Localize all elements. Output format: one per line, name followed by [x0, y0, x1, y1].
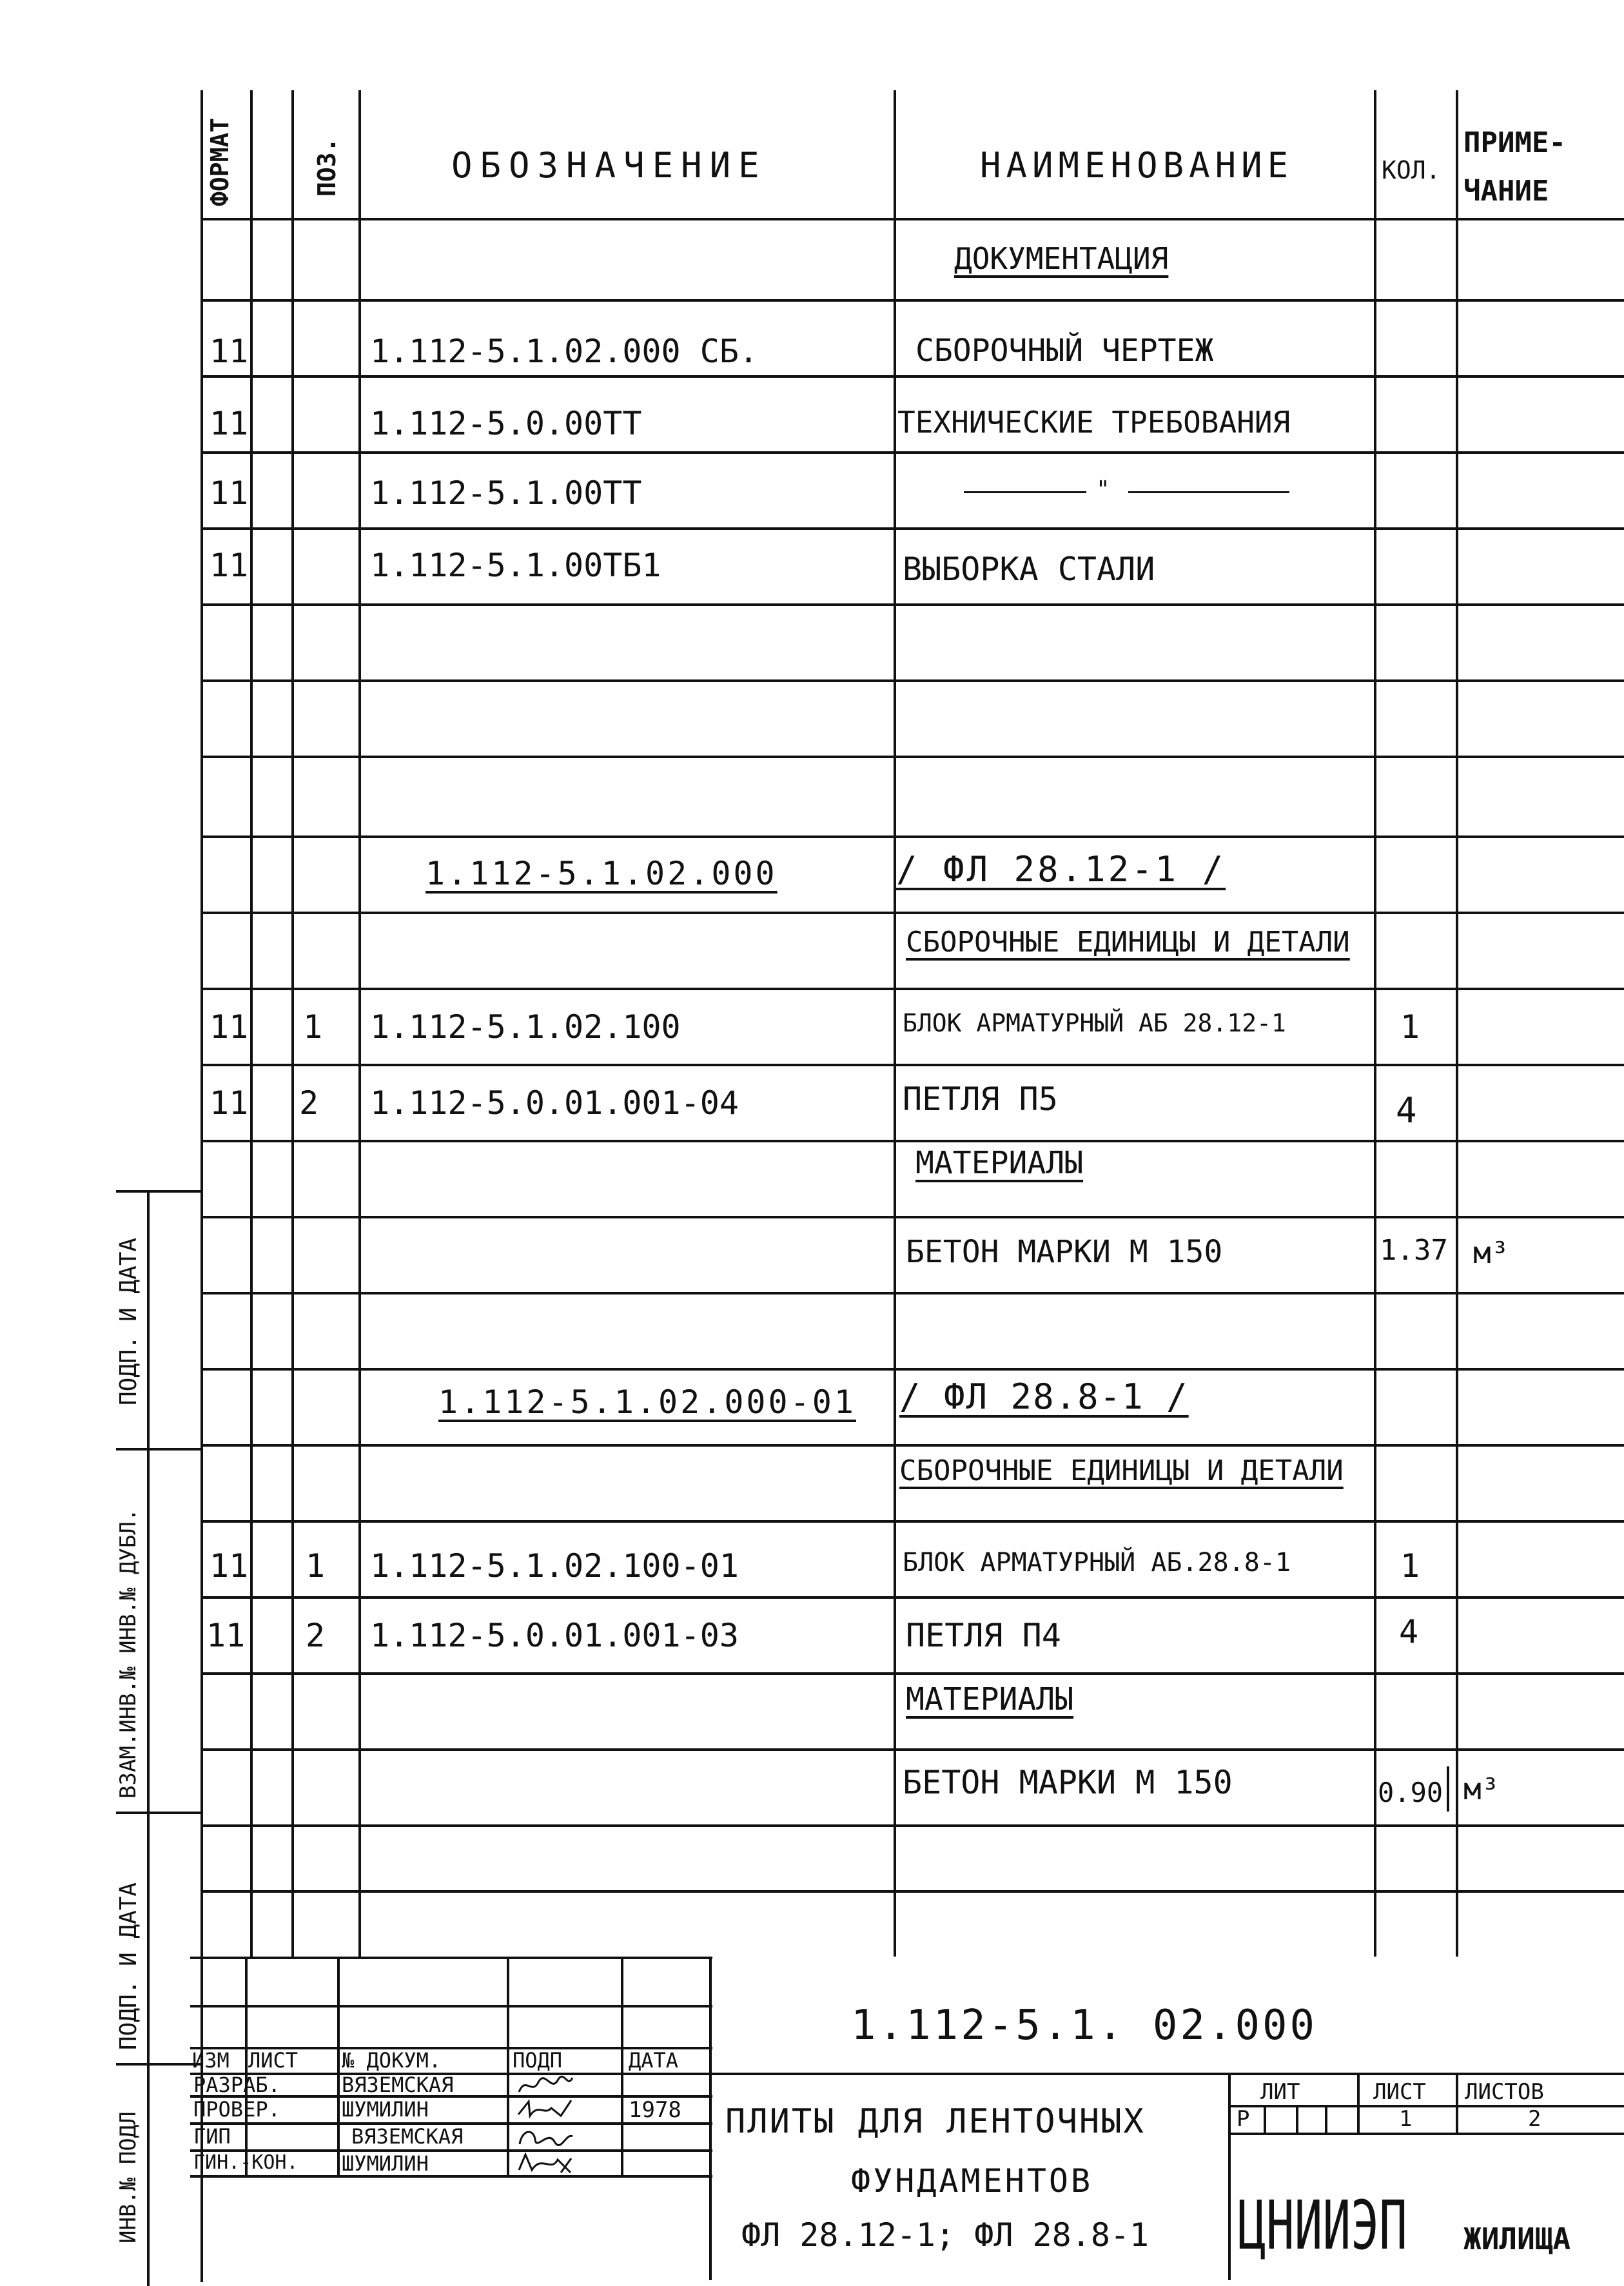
- row-line: [201, 756, 1624, 758]
- margin-line: [116, 1448, 201, 1451]
- row-line: [201, 1520, 1624, 1523]
- row-line: [201, 679, 1624, 682]
- row-line: [201, 1292, 1624, 1294]
- signature-1-icon: [516, 2073, 574, 2098]
- assembly1-code: 1.112-5.1.02.000: [426, 855, 778, 892]
- row-pos: 1: [306, 1547, 326, 1585]
- tb-col: [507, 1957, 509, 2176]
- row-qty: 0.90: [1378, 1777, 1443, 1808]
- tb-name: ВЯЗЕМСКАЯ: [351, 2124, 464, 2149]
- tb-col: [1264, 2105, 1266, 2133]
- row-qty: 4: [1396, 1090, 1417, 1131]
- tb-line: [190, 2175, 712, 2178]
- tb-role: ГИН.-КОН.: [193, 2151, 298, 2174]
- row-name-ditto: ": [1096, 476, 1110, 503]
- section-documentation: ДОКУМЕНТАЦИЯ: [954, 241, 1169, 276]
- row-line: [201, 1064, 1624, 1066]
- row-format: 11: [210, 405, 249, 442]
- row-name: СБОРОЧНЫЙ ЧЕРТЕЖ: [915, 333, 1214, 369]
- row-line: [201, 299, 1624, 302]
- row-designation: 1.112-5.1.02.000 СБ.: [370, 333, 759, 370]
- tb-col-sign: ПОДП: [513, 2048, 563, 2073]
- row-line: [201, 988, 1624, 990]
- tb-title-line2: ФУНДАМЕНТОВ: [851, 2162, 1093, 2200]
- tb-title-line3: ФЛ 28.12-1; ФЛ 28.8-1: [741, 2216, 1150, 2254]
- row-qty: 1: [1400, 1547, 1420, 1585]
- row-note: м³: [1473, 1235, 1509, 1270]
- signature-4-icon: [516, 2151, 574, 2176]
- tb-col: [621, 1957, 623, 2176]
- signature-2-icon: [516, 2096, 574, 2122]
- assembly2-code: 1.112-5.1.02.000-01: [438, 1383, 856, 1421]
- row-line: [201, 527, 1624, 530]
- margin-podp-date-1: ПОДП. И ДАТА: [115, 1237, 142, 1405]
- row-format: 11: [210, 1547, 249, 1585]
- header-bottom-line: [201, 218, 1624, 220]
- section-materials2: МАТЕРИАЛЫ: [906, 1681, 1074, 1717]
- row-pos: 2: [299, 1084, 319, 1122]
- col-line-pos: [358, 90, 361, 1957]
- tb-role: РАЗРАБ.: [193, 2073, 280, 2097]
- tb-col: [245, 1957, 248, 2176]
- tb-col: [1456, 2073, 1458, 2133]
- section-units2: СБОРОЧНЫЕ ЕДИНИЦЫ И ДЕТАЛИ: [899, 1454, 1344, 1487]
- row-line: [201, 1890, 1624, 1893]
- row-qty: 1.37: [1380, 1234, 1448, 1267]
- tb-sheet-label: ЛИСТ: [1373, 2079, 1426, 2105]
- tb-col-izm: ИЗМ: [192, 2048, 230, 2073]
- row-line: [201, 603, 1624, 606]
- row-designation: 1.112-5.0.01.001-03: [370, 1617, 739, 1654]
- tb-lit-value: Р: [1237, 2106, 1250, 2132]
- row-line: [201, 835, 1624, 838]
- margin-podp-date-2: ПОДП. И ДАТА: [115, 1882, 142, 2050]
- tb-col: [709, 1957, 712, 2280]
- section-materials1: МАТЕРИАЛЫ: [915, 1145, 1084, 1181]
- col-line-qty: [1374, 90, 1376, 1957]
- row-line: [201, 1596, 1624, 1599]
- col-line-note: [1456, 90, 1458, 1957]
- row-designation: 1.112-5.0.00ТТ: [370, 405, 642, 442]
- margin-line: [116, 1812, 201, 1814]
- row-format: 11: [210, 1084, 249, 1122]
- header-format: ФОРМАТ: [206, 117, 234, 206]
- tb-sheet-value: 1: [1399, 2106, 1413, 2132]
- tb-col: [1228, 2073, 1231, 2280]
- tb-top-line: [190, 1957, 712, 1959]
- tb-right-line: [1228, 2133, 1624, 2135]
- tb-title-line1: ПЛИТЫ ДЛЯ ЛЕНТОЧНЫХ: [725, 2102, 1146, 2141]
- tb-col: [1296, 2105, 1298, 2133]
- tb-col: [337, 1957, 340, 2176]
- tb-doc-code: 1.112-5.1. 02.000: [851, 2002, 1318, 2049]
- col-line-format: [250, 90, 253, 1957]
- ditto-dash-right: [1128, 491, 1289, 493]
- col-line-blank: [291, 90, 294, 1957]
- row-name: ВЫБОРКА СТАЛИ: [903, 551, 1155, 588]
- tb-col-list: ЛИСТ: [248, 2048, 298, 2073]
- row-qty: 4: [1399, 1613, 1419, 1650]
- row-qty: 1: [1400, 1008, 1420, 1046]
- row-name: БЛОК АРМАТУРНЫЙ АБ.28.8-1: [903, 1548, 1291, 1578]
- header-qty: КОЛ.: [1382, 156, 1441, 184]
- tb-org-big: ЦНИИЭП: [1238, 2186, 1407, 2265]
- row-designation: 1.112-5.1.02.100: [370, 1008, 681, 1046]
- header-pos: ПОЗ.: [313, 137, 341, 197]
- tb-sheets-label: ЛИСТОВ: [1465, 2079, 1544, 2105]
- signature-3-icon: [516, 2124, 574, 2149]
- row-pos: 2: [306, 1617, 326, 1654]
- header-name: НАИМЕНОВАНИЕ: [980, 145, 1294, 186]
- margin-vzam-inv: ВЗАМ.ИНВ.№ ИНВ.№ ДУБЛ.: [115, 1508, 141, 1799]
- margin-line: [116, 2063, 201, 2066]
- row-designation: 1.112-5.1.00ТТ: [370, 474, 642, 512]
- row-name: БЛОК АРМАТУРНЫЙ АБ 28.12-1: [903, 1009, 1286, 1037]
- row-format: 11: [210, 547, 249, 584]
- tb-name: ВЯЗЕМСКАЯ: [342, 2073, 454, 2097]
- tb-line: [190, 2005, 712, 2008]
- section-units1: СБОРОЧНЫЕ ЕДИНИЦЫ И ДЕТАЛИ: [906, 926, 1350, 959]
- qty-cell-line: [1447, 1766, 1449, 1812]
- header-note-line2: ЧАНИЕ: [1463, 175, 1549, 208]
- header-note-line1: ПРИМЕ-: [1463, 126, 1566, 159]
- tb-role: ГИП: [193, 2124, 231, 2149]
- frame-left-line: [201, 90, 203, 2282]
- row-name: БЕТОН МАРКИ М 150: [906, 1234, 1223, 1270]
- row-format: 11: [210, 474, 249, 512]
- row-line: [201, 1368, 1624, 1371]
- tb-col: [1325, 2105, 1327, 2133]
- tb-sheets-value: 2: [1528, 2106, 1541, 2132]
- row-pos: 1: [303, 1008, 323, 1046]
- row-name: ПЕТЛЯ П4: [906, 1617, 1061, 1654]
- row-designation: 1.112-5.1.00ТБ1: [370, 547, 661, 584]
- margin-inner-line: [147, 1190, 150, 2286]
- margin-inv-podl: ИНВ.№ ПОДЛ: [115, 2111, 141, 2243]
- row-name: ТЕХНИЧЕСКИЕ ТРЕБОВАНИЯ: [897, 405, 1291, 440]
- tb-year: 1978: [629, 2097, 681, 2123]
- row-format: 11: [210, 1008, 249, 1046]
- tb-col-date: ДАТА: [629, 2048, 679, 2073]
- row-line: [201, 375, 1624, 378]
- tb-right-line: [1228, 2105, 1624, 2107]
- row-format: 11: [210, 333, 249, 370]
- tb-role: ПРОВЕР.: [193, 2097, 280, 2122]
- tb-name: ШУМИЛИН: [342, 2097, 429, 2122]
- tb-lit-label: ЛИТ: [1260, 2079, 1300, 2105]
- row-designation: 1.112-5.1.02.100-01: [370, 1547, 739, 1585]
- row-note: м³: [1463, 1772, 1500, 1806]
- assembly2-mark: / ФЛ 28.8-1 /: [899, 1376, 1189, 1417]
- row-line: [201, 1216, 1624, 1218]
- row-line: [201, 451, 1624, 454]
- row-designation: 1.112-5.0.01.001-04: [370, 1084, 739, 1122]
- col-line-name: [894, 90, 896, 1957]
- assembly1-mark: / ФЛ 28.12-1 /: [896, 849, 1226, 890]
- row-format: 11: [206, 1617, 246, 1654]
- header-designation: ОБОЗНАЧЕНИЕ: [451, 145, 767, 186]
- row-line: [201, 1748, 1624, 1751]
- row-line: [201, 1824, 1624, 1827]
- tb-name: ШУМИЛИН: [342, 2151, 429, 2176]
- row-name: ПЕТЛЯ П5: [903, 1080, 1058, 1118]
- tb-org-small: ЖИЛИЩА: [1463, 2222, 1571, 2256]
- ditto-dash-left: [964, 491, 1086, 493]
- margin-line: [116, 1190, 201, 1193]
- row-name: БЕТОН МАРКИ М 150: [903, 1764, 1233, 1801]
- tb-col: [1357, 2073, 1360, 2133]
- tb-col-doc: № ДОКУМ.: [342, 2048, 442, 2073]
- row-line: [201, 912, 1624, 914]
- row-line: [201, 1444, 1624, 1447]
- row-line: [201, 1140, 1624, 1142]
- row-line: [201, 1672, 1624, 1675]
